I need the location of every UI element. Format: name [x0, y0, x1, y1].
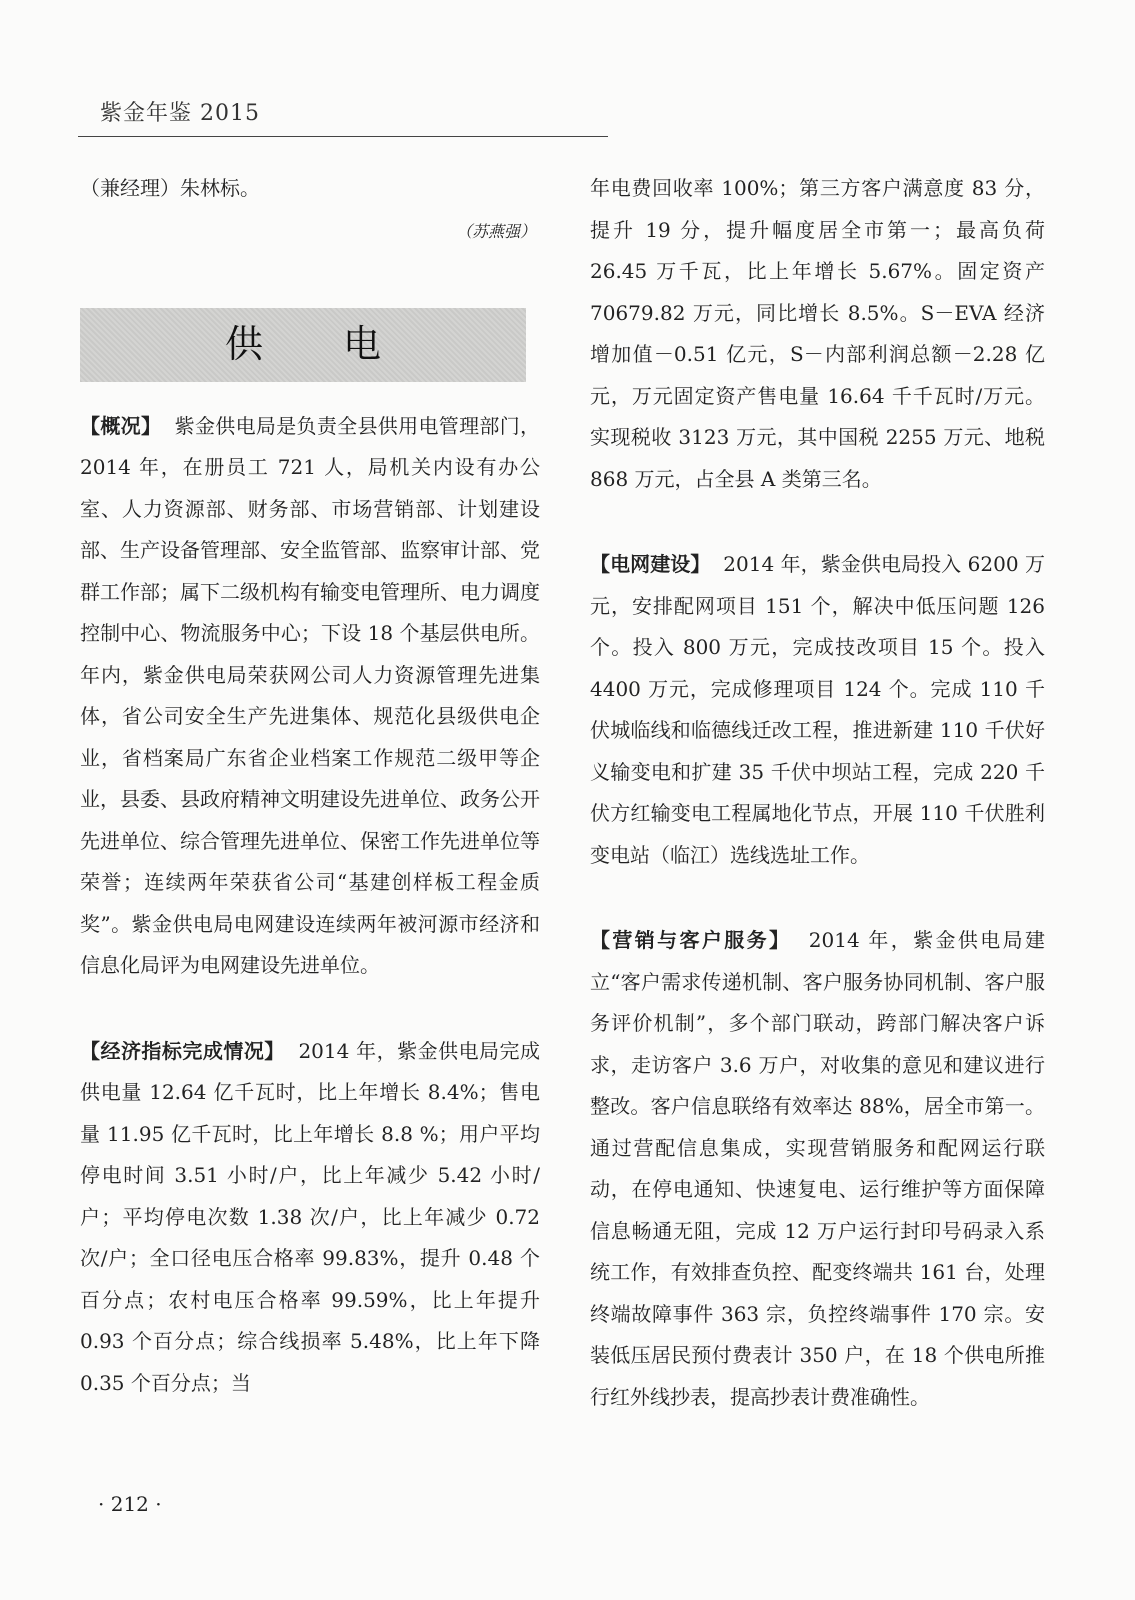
- grid-text: 2014 年，紫金供电局投入 6200 万元，安排配网项目 151 个，解决中低压问题 126 个。投入 800 万元，完成技改项目 15 个。投入 4400 万元，完成修理项目 124 个。完成 110 千伏城临线和临德线迁改工程，推进新建 110 千伏好义输变电和扩建 35 千伏中坝站工程，完成 220 千伏方红输变电工程属地化节点，开展 110 千伏胜利变电站（临江）选线选址工作。: [590, 552, 1045, 867]
- section-title: 供电: [224, 321, 461, 366]
- overview-paragraph: [80, 406, 540, 987]
- economic-heading: 【经济指标完成情况】: [80, 1038, 285, 1063]
- economic-paragraph: [80, 1031, 540, 1405]
- spacer: [80, 987, 540, 1031]
- page-number: · 212 ·: [98, 1492, 162, 1516]
- right-column: [590, 168, 1045, 1418]
- marketing-paragraph: [590, 920, 1045, 1418]
- grid-paragraph: [590, 544, 1045, 876]
- economic-continued: 年电费回收率 100%；第三方客户满意度 83 分，提升 19 分，提升幅度居全市第一；最高负荷 26.45 万千瓦，比上年增长 5.67%。固定资产 70679.82 万元，同比增长 8.5%。S－EVA 经济增加值－0.51 亿元，S－内部利润总额－2.28 亿元，万元固定资产售电量 16.64 千千瓦时/万元。实现税收 3123 万元，其中国税 2255 万元、地税 868 万元，占全县 A 类第三名。: [590, 176, 1045, 491]
- overview-text: 紫金供电局是负责全县供用电管理部门，2014 年，在册员工 721 人，局机关内设有办公室、人力资源部、财务部、市场营销部、计划建设部、生产设备管理部、安全监管部、监察审计部、党群工作部；属下二级机构有输变电管理所、电力调度控制中心、物流服务中心；下设 18 个基层供电所。年内，紫金供电局荣获网公司人力资源管理先进集体，省公司安全生产先进集体、规范化县级供电企业，省档案局广东省企业档案工作规范二级甲等企业，县委、县政府精神文明建设先进单位、政务公开先进单位、综合管理先进单位、保密工作先进单位等荣誉；连续两年荣获省公司“基建创样板工程金质奖”。紫金供电局电网建设连续两年被河源市经济和信息化局评为电网建设先进单位。: [80, 413, 541, 977]
- carryover-text: （兼经理）朱林标。: [80, 176, 260, 200]
- economic-text: 2014 年，紫金供电局完成供电量 12.64 亿千瓦时，比上年增长 8.4%；售电量 11.95 亿千瓦时，比上年增长 8.8 %；用户平均停电时间 3.51 小时/户，比上年减少 5.42 小时/户；平均停电次数 1.38 次/户，比上年减少 0.72 次/户；全口径电压合格率 99.83%，提升 0.48 个百分点；农村电压合格率 99.59%，比上年提升 0.93 个百分点；综合线损率 5.48%，比上年下降 0.35 个百分点；当: [80, 1038, 541, 1395]
- spacer: [590, 500, 1045, 544]
- section-title-box: [80, 308, 526, 382]
- author-attribution: （苏燕强）: [455, 221, 536, 241]
- overview-heading: 【概况】: [80, 413, 162, 438]
- marketing-heading: 【营销与客户服务】: [590, 928, 792, 952]
- header-rule: [78, 136, 608, 137]
- spacer: [590, 876, 1045, 920]
- grid-heading: 【电网建设】: [590, 552, 711, 576]
- running-header: 紫金年鉴 2015: [100, 101, 260, 126]
- left-column: [80, 168, 540, 1404]
- marketing-text: 2014 年，紫金供电局建立“客户需求传递机制、客户服务协同机制、客户服务评价机制”，多个部门联动，跨部门解决客户诉求，走访客户 3.6 万户，对收集的意见和建议进行整改。客户信息联络有效率达 88%，居全市第一。通过营配信息集成，实现营销服务和配网运行联动，在停电通知、快速复电、运行维护等方面保障信息畅通无阻，完成 12 万户运行封印号码录入系统工作，有效排查负控、配变终端共 161 台，处理终端故障事件 363 宗，负控终端事件 170 宗。安装低压居民预付费表计 350 户，在 18 个供电所推行红外线抄表，提高抄表计费准确性。: [590, 928, 1046, 1409]
